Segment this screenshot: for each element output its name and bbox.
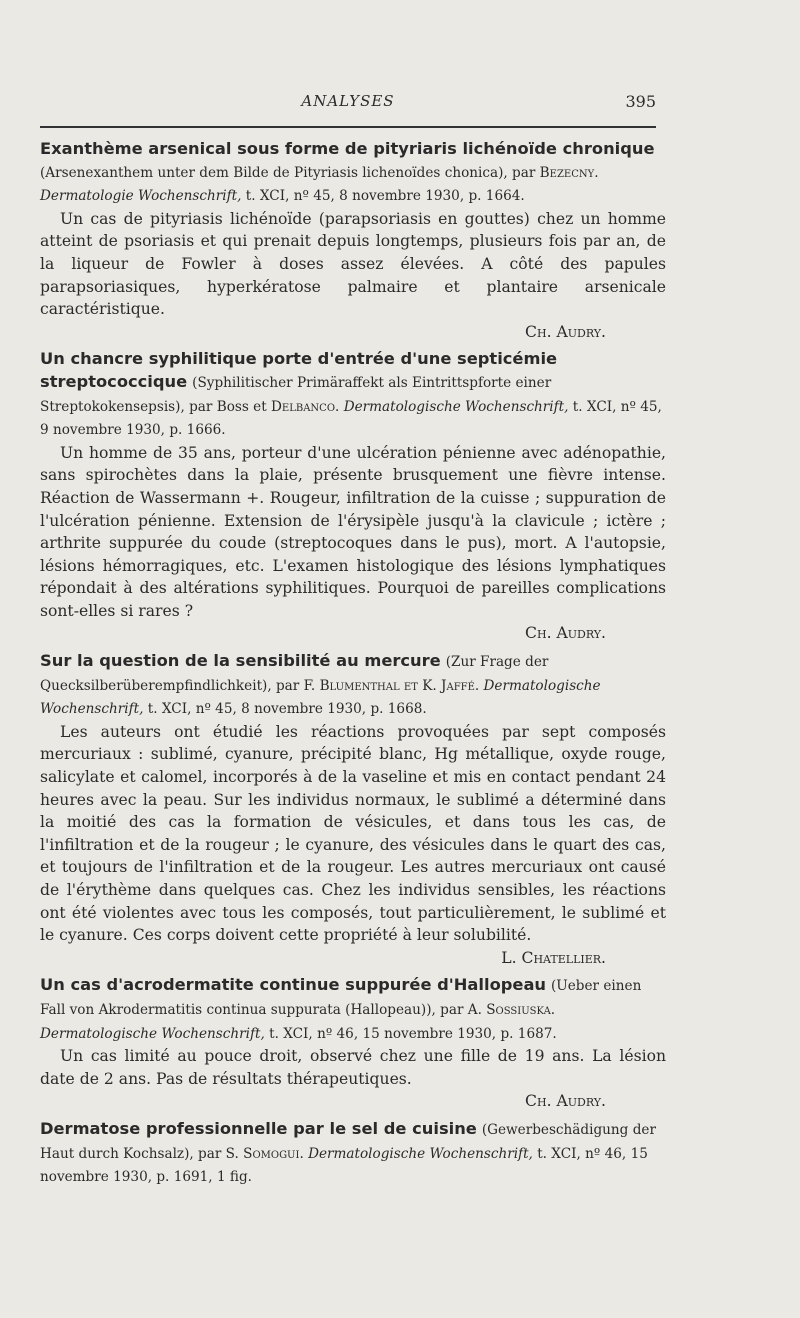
journal-name: Dermatologische Wochenschrift,: [40, 677, 601, 718]
article-list: [40, 138, 666, 1194]
article-title: Exanthème arsenical sous forme de pityriaris lichénoïde chronique: [40, 139, 655, 158]
reference-text: (Syphilitischer Primäraffekt als Eintrittspforte einer Streptokokensepsis), par Boss et: [40, 374, 552, 415]
article-reference: [40, 165, 599, 205]
reference-text: (Gewerbeschädigung der Haut durch Kochsalz), par S.: [40, 1121, 656, 1162]
reference-text: (Ueber einen Fall von Akrodermatitis continua suppurata (Hallopeau)), par A.: [40, 978, 642, 1018]
article-body: Les auteurs ont étudié les réactions provoquées par sept composés mercuriaux : sublimé, cyanure, précipité blanc, Hg métallique, oxyde rouge, salicylate et calomel, incorporés à de la vaseline et mis en contact pendant 24 heures avec la peau. Sur les individus normaux, le sublimé a déterminé dans la moitié des cas la formation de vésicules, et dans tous les cas, de l'infiltration et de la rougeur ; le cyanure, des vésicules dans le quart des cas, et toujours de l'infiltration et de la rougeur. Les autres mercuriaux ont causé de l'érythème dans quelques cas. Chez les individus sensibles, les réactions ont été violentes avec tous les composés, tout particulièrement, le sublimé et le cyanure. Ces corps doivent cette propriété à leur solubilité.: [40, 722, 666, 945]
article-body: Un cas limité au pouce droit, observé chez une fille de 19 ans. La lésion date de 2 ans. Pas de résultats thérapeutiques.: [40, 1047, 666, 1088]
article: [40, 1118, 666, 1189]
reference-details: t. XCI, nº 45, 8 novembre 1930, p. 1668.: [147, 701, 427, 718]
page-header: [40, 92, 656, 124]
article-author: Bezecny.: [539, 164, 599, 181]
header-rule: [40, 126, 656, 128]
running-title: ANALYSES: [301, 92, 395, 110]
reference-details: t. XCI, nº 46, 15 novembre 1930, p. 1691, 1 fig.: [40, 1145, 648, 1186]
article-title: Un chancre syphilitique porte d'entrée d'une septicémie streptococcique: [40, 349, 558, 391]
reference-details: t. XCI, nº 45, 9 novembre 1930, p. 1666.: [40, 398, 662, 439]
article: [40, 974, 666, 1113]
article-author: Delbanco.: [271, 398, 340, 415]
article-signature: Ch. Audry.: [525, 624, 606, 643]
article-signature: Ch. Audry.: [525, 322, 606, 341]
article-author: Somogui.: [243, 1145, 304, 1162]
article-signature: L. Chatellier.: [501, 948, 606, 967]
article-author: Sossiuska.: [486, 1001, 556, 1018]
article-title: Dermatose professionnelle par le sel de cuisine: [40, 1118, 477, 1138]
article-author: Blumenthal et K. Jaffé.: [319, 677, 480, 694]
reference-text: (Arsenexanthem unter dem Bilde de Pityriasis lichenoïdes chonica), par: [40, 164, 536, 181]
reference-details: t. XCI, nº 45, 8 novembre 1930, p. 1664.: [245, 188, 525, 205]
article-body: Un homme de 35 ans, porteur d'une ulcération pénienne avec adénopathie, sans spirochètes dans la plaie, présente brusquement une fièvre intense. Réaction de Wassermann +. Rougeur, infiltration de la cuisse ; suppuration de l'ulcération pénienne. Extension de l'érysipèle jusqu'à la clavicule ; ictère ; arthrite suppurée du coude (streptocoques dans le pus), mort. A l'autopsie, lésions hémorragiques, etc. L'examen histologique des lésions lymphatiques répondait à des altérations syphilitiques. Pourquoi de pareilles complications sont-elles si rares ?: [40, 443, 666, 620]
journal-name: Dermatologie Wochenschrift,: [40, 188, 242, 205]
article-signature: Ch. Audry.: [525, 1092, 606, 1111]
reference-details: t. XCI, nº 46, 15 novembre 1930, p. 1687.: [269, 1025, 557, 1042]
article: [40, 650, 666, 969]
page-number: 395: [625, 92, 656, 111]
reference-text: (Zur Frage der Quecksilberüberempfindlichkeit), par F.: [40, 654, 549, 694]
journal-name: Dermatologische Wochenschrift,: [40, 1025, 265, 1042]
article: [40, 138, 666, 343]
article-title: Sur la question de la sensibilité au mercure: [40, 651, 441, 671]
journal-name: Dermatologische Wochenschrift,: [308, 1145, 533, 1162]
journal-name: Dermatologische Wochenschrift,: [343, 398, 569, 415]
article-body: Un cas de pityriasis lichénoïde (parapsoriasis en gouttes) chez un homme atteint de psoriasis et qui prenait depuis longtemps, plusieurs fois par an, de la liqueur de Fowler à doses assez élevées. A côté des papules parapsoriasiques, hyperkératose palmaire et plantaire arsenicale caractéristique.: [40, 209, 666, 319]
article: [40, 348, 666, 645]
article-title: Un cas d'acrodermatite continue suppurée d'Hallopeau: [40, 975, 547, 995]
